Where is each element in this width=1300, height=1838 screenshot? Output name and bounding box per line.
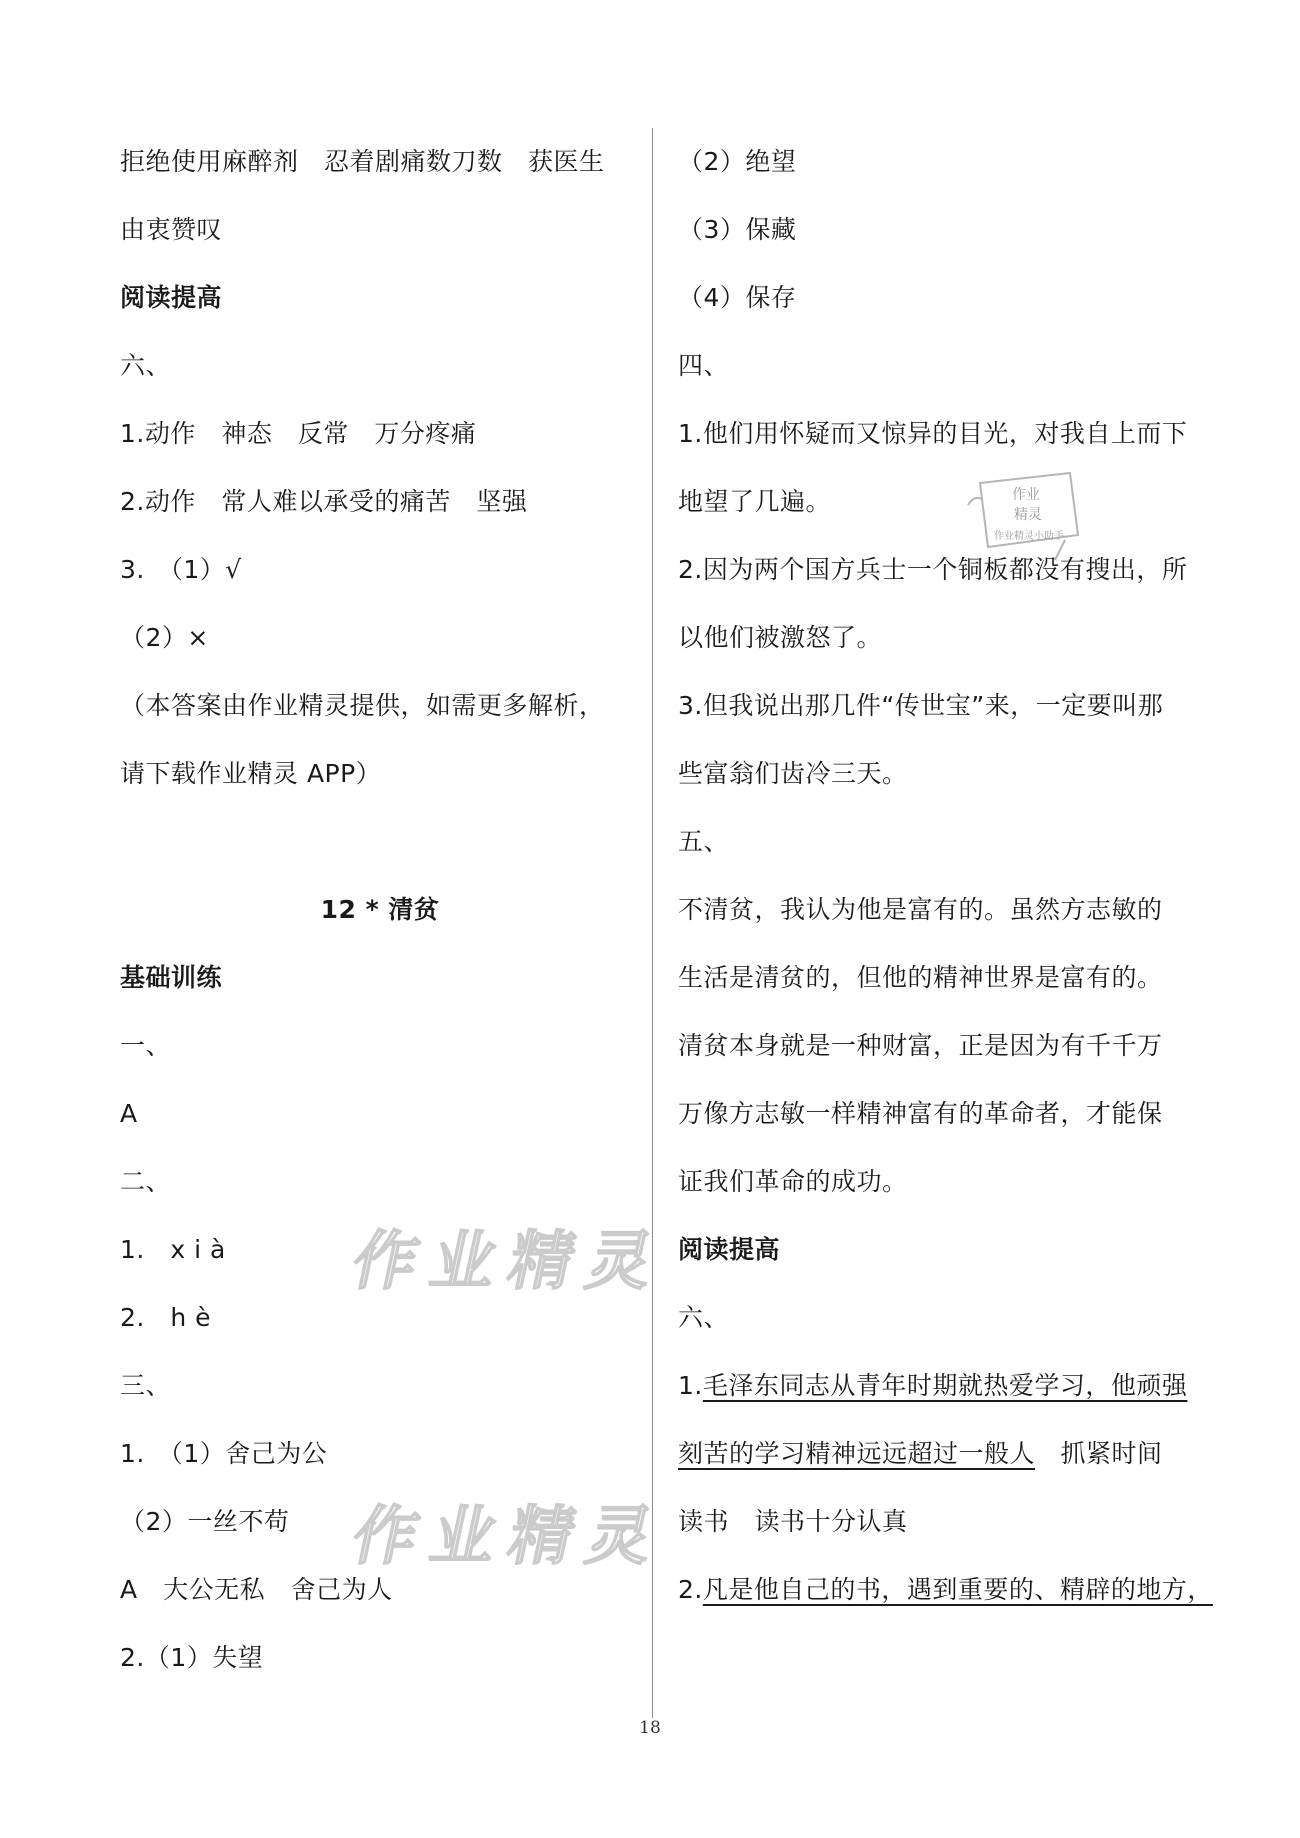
left-column [120, 140, 640, 1704]
section-heading: 阅读提高 [120, 283, 223, 312]
text-line: 3. （1）√ [120, 555, 242, 584]
text-line: A 大公无私 舍己为人 [120, 1575, 393, 1604]
text-line: 1.动作 神态 反常 万分疼痛 [120, 419, 477, 448]
text-line: 生活是清贫的，但他的精神世界是富有的。 [678, 963, 1163, 992]
underlined-answer: 毛泽东同志从青年时期就热爱学习，他顽强 [702, 1371, 1188, 1400]
notice-line: 请下载作业精灵 APP） [120, 759, 382, 788]
text-line: 由衷赞叹 [120, 215, 223, 244]
question-number: 一、 [120, 1031, 172, 1060]
question-number: 三、 [120, 1371, 172, 1400]
section-heading: 阅读提高 [678, 1235, 781, 1264]
stamp-line: 精灵 [1014, 507, 1042, 523]
text-line: （4）保存 [678, 283, 797, 312]
question-number: 六、 [678, 1303, 730, 1332]
text-line: A [120, 1099, 138, 1128]
text-line: 拒绝使用麻醉剂 忍着剧痛数刀数 获医生 [120, 147, 605, 176]
notice-line: （本答案由作业精灵提供，如需更多解析， [120, 691, 605, 720]
text-line: 清贫本身就是一种财富，正是因为有千千万 [678, 1031, 1163, 1060]
watermark-stamp-icon [960, 465, 1090, 565]
text-line [678, 1568, 1213, 1636]
question-number: 二、 [120, 1167, 172, 1196]
underlined-answer: 刻苦的学习精神远远超过一般人 [678, 1439, 1036, 1468]
text-line [678, 1364, 1198, 1432]
right-column [678, 140, 1213, 1636]
answer-prefix: 2. [678, 1575, 703, 1604]
text-line: 1.他们用怀疑而又惊异的目光，对我自上而下 [678, 419, 1188, 448]
text-line: （2）绝望 [678, 147, 797, 176]
column-divider [652, 128, 653, 1718]
answer-prefix: 1. [678, 1371, 703, 1400]
text-line: （2）× [120, 623, 209, 652]
underlined-answer: 凡是他自己的书，遇到重要的、精辟的地方， [702, 1575, 1213, 1604]
text-line: 2.动作 常人难以承受的痛苦 坚强 [120, 487, 528, 516]
pinyin-answer: 2. h è [120, 1303, 212, 1332]
watermark-text: 作业精灵 [345, 1225, 674, 1299]
text-line: 1. （1）舍己为公 [120, 1439, 328, 1468]
text-line: 3.但我说出那几件“传世宝”来，一定要叫那 [678, 691, 1164, 720]
text-line: 些富翁们齿冷三天。 [678, 759, 908, 788]
text-line: 万像方志敏一样精神富有的革命者，才能保 [678, 1099, 1163, 1128]
text-line [678, 1432, 1198, 1500]
text-line: 地望了几遍。 [678, 487, 832, 516]
stamp-line: 作业精灵小助手 [994, 531, 1064, 542]
text-line: 读书 读书十分认真 [678, 1507, 908, 1536]
text-line: 2.（1）失望 [120, 1643, 264, 1672]
text-line: 证我们革命的成功。 [678, 1167, 908, 1196]
text-line: （3）保藏 [678, 215, 797, 244]
section-heading: 基础训练 [120, 963, 223, 992]
question-number: 六、 [120, 351, 172, 380]
text-line: 不清贫，我认为他是富有的。虽然方志敏的 [678, 895, 1163, 924]
page-number: 18 [639, 1718, 661, 1738]
text-line: 以他们被激怒了。 [678, 623, 883, 652]
answer-tail: 抓紧时间 [1035, 1439, 1163, 1468]
watermark-text: 作业精灵 [345, 1500, 674, 1574]
stamp-line: 作业 [1012, 487, 1040, 503]
question-number: 五、 [678, 827, 730, 856]
lesson-title: 12 * 清贫 [320, 895, 440, 924]
pinyin-answer: 1. x i à [120, 1235, 226, 1264]
text-line: （2）一丝不苟 [120, 1507, 290, 1536]
question-number: 四、 [678, 351, 730, 380]
text-line: 2.因为两个国方兵士一个铜板都没有搜出，所 [678, 555, 1188, 584]
blank-line [120, 820, 640, 888]
